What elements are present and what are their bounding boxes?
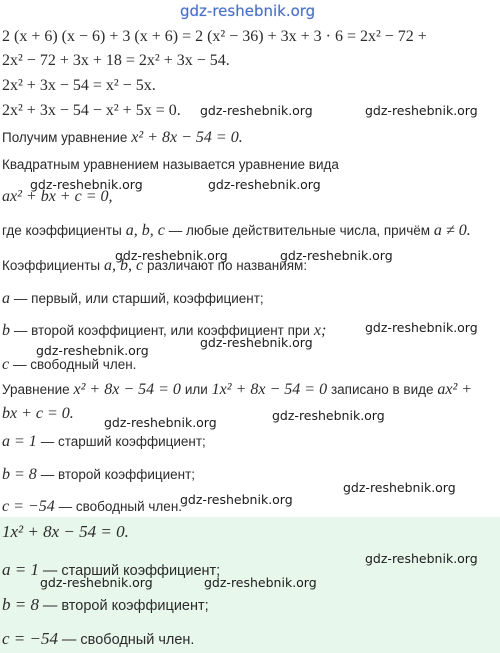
watermark: gdz-reshebnik.org [365,320,478,335]
equation-line-3: 2x² + 3x − 54 = x² − 5x. [2,77,156,94]
coefficients-text-2: — любые действительные числа, причём [168,223,431,238]
watermark: gdz-reshebnik.org [180,492,293,507]
watermark: gdz-reshebnik.org [204,575,317,590]
coefficients-line [2,221,471,240]
answer-c-line [2,630,194,649]
answer-c-text: — свободный член. [61,632,195,648]
answer-a-value: a = 1 [2,560,39,579]
site-watermark: gdz-reshebnik.org [180,2,316,20]
standard-form-line [2,380,472,399]
c-value: c = −54 [2,498,55,515]
answer-equation: 1x² + 8x − 54 = 0. [2,522,129,541]
def-b-math: b [2,322,10,339]
c-value-line [2,497,182,516]
standard-form-continuation: bx + c = 0. [2,405,74,422]
a-value: a = 1 [2,433,37,450]
answer-b-line [2,596,209,615]
answer-c-value: c = −54 [2,629,58,648]
names-math: a, b, c [104,257,144,274]
result-line [2,128,243,147]
equation-line-1: 2 (x + 6) (x − 6) + 3 (x + 6) = 2 (x² − 36) + 3x + 3 · 6 = 2x² − 72 + [2,28,427,45]
standard-form-text: Уравнение [2,382,70,397]
watermark: gdz-reshebnik.org [200,335,313,350]
standard-form-eq1: x² + 8x − 54 = 0 [73,381,181,398]
watermark: gdz-reshebnik.org [40,575,153,590]
b-value: b = 8 [2,466,37,483]
def-a-text: — первый, или старший, коэффициент; [13,291,264,306]
def-a-math: a [2,290,10,307]
answer-b-value: b = 8 [2,595,39,614]
watermark: gdz-reshebnik.org [208,177,321,192]
def-a-line [2,289,264,308]
names-text: Коэффициенты [2,258,101,273]
a-value-line [2,432,206,451]
a-not-zero: a ≠ 0. [433,222,471,239]
coefficients-text: где коэффициенты [2,223,122,238]
b-value-text: — второй коэффициент; [40,467,196,482]
equation-line-2: 2x² − 72 + 3x + 18 = 2x² + 3x − 54. [2,52,230,69]
watermark: gdz-reshebnik.org [365,103,478,118]
watermark: gdz-reshebnik.org [104,415,217,430]
standard-form-eq3: ax² + [437,381,473,398]
definition-text: Квадратным уравнением называется уравнение вида [2,157,339,172]
equation-line-4: 2x² + 3x − 54 − x² + 5x = 0. [2,102,181,119]
a-value-text: — старший коэффициент; [40,434,206,449]
def-b-x: x; [313,322,327,339]
watermark: gdz-reshebnik.org [36,343,149,358]
def-c-text: — свободный член. [13,357,137,372]
def-c-math: c [2,356,10,373]
watermark: gdz-reshebnik.org [365,551,478,566]
standard-form-text-3: записано в виде [330,382,434,397]
watermark: gdz-reshebnik.org [115,248,228,263]
answer-a-text: — старший коэффициент; [42,563,221,579]
watermark: gdz-reshebnik.org [200,103,313,118]
c-value-text: — свободный член. [58,499,183,514]
standard-form-or: или [184,382,208,397]
standard-form-eq2: 1x² + 8x − 54 = 0 [211,381,328,398]
watermark: gdz-reshebnik.org [280,248,393,263]
answer-b-text: — второй коэффициент; [42,598,209,614]
result-equation: x² + 8x − 54 = 0. [131,129,243,146]
result-text: Получим уравнение [2,130,128,145]
b-value-line [2,465,195,484]
names-text-2: различают по названиям: [147,258,308,273]
watermark: gdz-reshebnik.org [272,408,385,423]
coefficients-math: a, b, c [125,222,165,239]
watermark: gdz-reshebnik.org [343,480,456,495]
def-b-text: — второй коэффициент, или коэффициент при [13,323,310,338]
general-equation: ax² + bx + c = 0, [2,188,113,205]
watermark: gdz-reshebnik.org [30,177,143,192]
